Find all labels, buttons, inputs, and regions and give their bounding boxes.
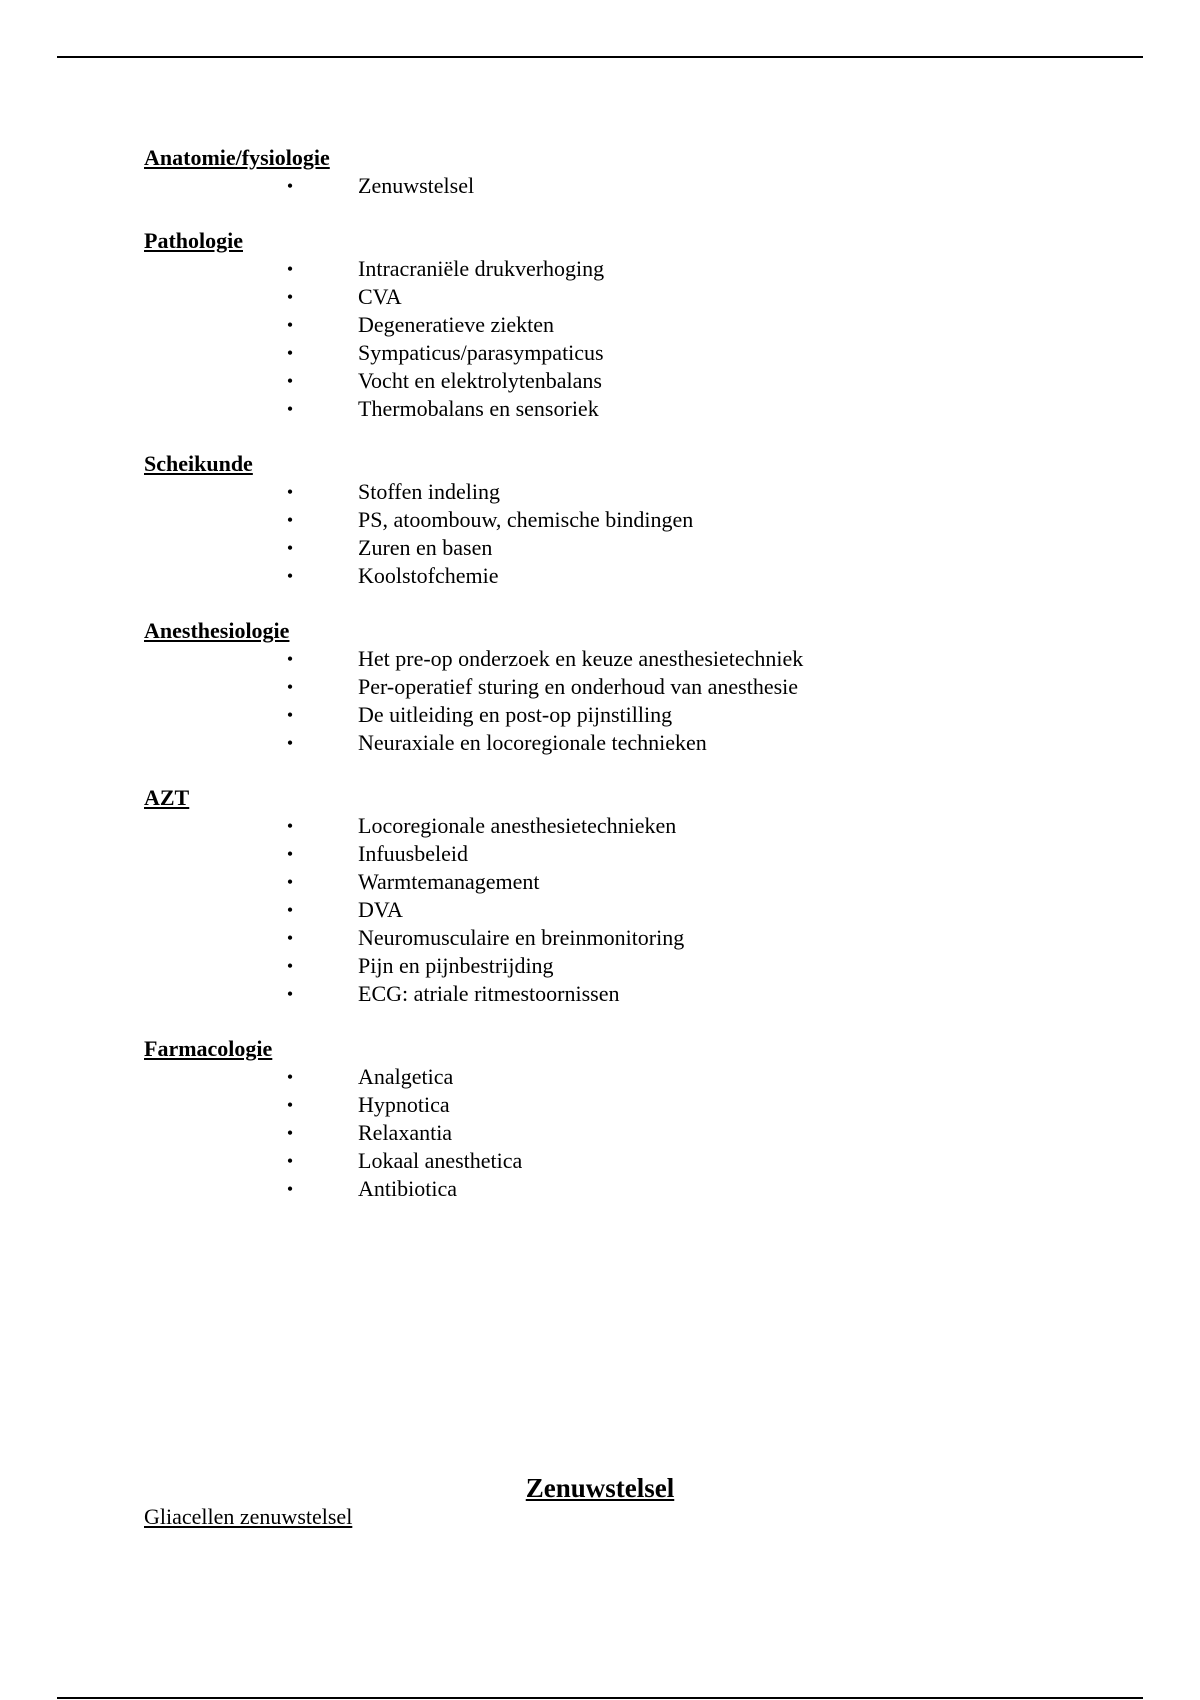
section [144, 784, 1104, 1008]
bullet-icon: • [286, 1179, 294, 1199]
list-item-text: Hypnotica [358, 1092, 450, 1117]
bullet-list [144, 812, 1104, 1008]
bullet-icon: • [286, 1067, 294, 1087]
list-item [144, 283, 1104, 311]
bullet-icon: • [286, 176, 294, 196]
bullet-icon: • [286, 399, 294, 419]
section-heading: Farmacologie [144, 1036, 273, 1061]
footer-rule [57, 1697, 1143, 1699]
bullet-icon: • [286, 566, 294, 586]
list-item-text: Lokaal anesthetica [358, 1148, 523, 1173]
list-item [144, 367, 1104, 395]
section [144, 227, 1104, 423]
bullet-list [144, 255, 1104, 423]
section [144, 450, 1104, 590]
list-item-text: Het pre-op onderzoek en keuze anesthesietechniek [358, 646, 804, 671]
list-item [144, 255, 1104, 283]
list-item [144, 812, 1104, 840]
list-item-text: Relaxantia [358, 1120, 453, 1145]
bullet-icon: • [286, 816, 294, 836]
bullet-icon: • [286, 844, 294, 864]
bullet-icon: • [286, 984, 294, 1004]
bullet-icon: • [286, 928, 294, 948]
section [144, 1035, 1104, 1203]
bullet-list [144, 172, 1104, 200]
list-item [144, 1175, 1104, 1203]
bullet-icon: • [286, 538, 294, 558]
list-item [144, 952, 1104, 980]
subheading: Gliacellen zenuwstelsel [144, 1504, 353, 1529]
list-item [144, 1063, 1104, 1091]
list-item-text: DVA [358, 897, 403, 922]
list-item [144, 673, 1104, 701]
list-item-text: Pijn en pijnbestrijding [358, 953, 554, 978]
list-item-text: Neuromusculaire en breinmonitoring [358, 925, 685, 950]
document-title: Zenuwstelsel [525, 1473, 675, 1503]
list-item [144, 172, 1104, 200]
bullet-icon: • [286, 733, 294, 753]
list-item-text: Warmtemanagement [358, 869, 540, 894]
list-item-text: Neuraxiale en locoregionale technieken [358, 730, 707, 755]
bullet-icon: • [286, 705, 294, 725]
header-rule [57, 56, 1143, 58]
bullet-list [144, 1063, 1104, 1203]
list-item-text: Vocht en elektrolytenbalans [358, 368, 602, 393]
bullet-icon: • [286, 649, 294, 669]
list-item [144, 1147, 1104, 1175]
list-item-text: Intracraniële drukverhoging [358, 256, 605, 281]
list-item-text: De uitleiding en post-op pijnstilling [358, 702, 673, 727]
bullet-icon: • [286, 900, 294, 920]
section-heading: Anatomie/fysiologie [144, 145, 330, 170]
list-item-text: Sympaticus/parasympaticus [358, 340, 604, 365]
list-item-text: Locoregionale anesthesietechnieken [358, 813, 677, 838]
list-item [144, 980, 1104, 1008]
list-item-text: Antibiotica [358, 1176, 457, 1201]
bullet-icon: • [286, 287, 294, 307]
section [144, 144, 1104, 200]
list-item [144, 645, 1104, 673]
list-item-text: CVA [358, 284, 402, 309]
list-item [144, 478, 1104, 506]
list-item [144, 506, 1104, 534]
list-item [144, 562, 1104, 590]
list-item-text: Koolstofchemie [358, 563, 499, 588]
bullet-icon: • [286, 259, 294, 279]
section-heading: Anesthesiologie [144, 618, 290, 643]
list-item-text: ECG: atriale ritmestoornissen [358, 981, 620, 1006]
list-item [144, 896, 1104, 924]
list-item [144, 339, 1104, 367]
list-item-text: Thermobalans en sensoriek [358, 396, 599, 421]
section-heading: Pathologie [144, 228, 243, 253]
list-item-text: Analgetica [358, 1064, 454, 1089]
list-item [144, 729, 1104, 757]
list-item [144, 840, 1104, 868]
list-item [144, 1091, 1104, 1119]
bullet-icon: • [286, 510, 294, 530]
list-item-text: Infuusbeleid [358, 841, 468, 866]
bullet-icon: • [286, 1123, 294, 1143]
list-item-text: Degeneratieve ziekten [358, 312, 555, 337]
bullet-list [144, 478, 1104, 590]
list-item [144, 534, 1104, 562]
bullet-icon: • [286, 1095, 294, 1115]
bullet-icon: • [286, 315, 294, 335]
list-item [144, 701, 1104, 729]
bullet-icon: • [286, 482, 294, 502]
list-item-text: Zuren en basen [358, 535, 493, 560]
list-item-text: Zenuwstelsel [358, 173, 475, 198]
list-item [144, 311, 1104, 339]
section-heading: Scheikunde [144, 451, 253, 476]
list-item [144, 1119, 1104, 1147]
list-item [144, 868, 1104, 896]
section [144, 617, 1104, 757]
list-item-text: Per-operatief sturing en onderhoud van anesthesie [358, 674, 799, 699]
list-item [144, 395, 1104, 423]
list-item [144, 924, 1104, 952]
bullet-icon: • [286, 343, 294, 363]
list-item-text: Stoffen indeling [358, 479, 500, 504]
section-heading: AZT [144, 785, 190, 810]
topic-overview [144, 144, 1104, 1230]
bullet-icon: • [286, 371, 294, 391]
bullet-icon: • [286, 677, 294, 697]
bullet-list [144, 645, 1104, 757]
bullet-icon: • [286, 956, 294, 976]
bullet-icon: • [286, 1151, 294, 1171]
list-item-text: PS, atoombouw, chemische bindingen [358, 507, 694, 532]
bullet-icon: • [286, 872, 294, 892]
